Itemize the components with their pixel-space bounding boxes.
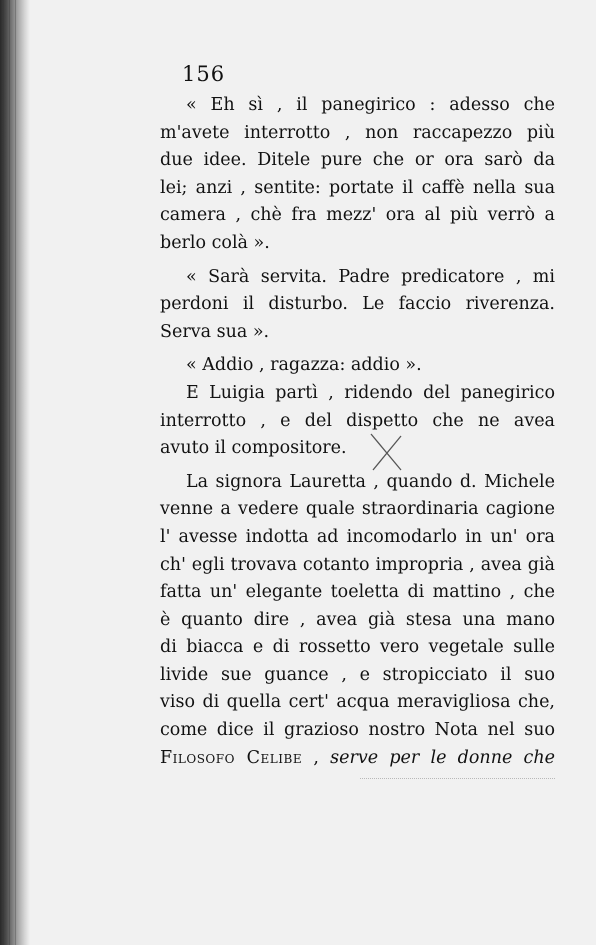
text-line: « Sarà servita. Padre predicatore , mi (186, 266, 555, 287)
text-line: « Eh sì , il panegirico : adesso che (186, 95, 555, 115)
text-line: avuto il compositore. (160, 438, 347, 459)
text-line: lei; anzi , sentite: portate il caffè nella sua (160, 177, 555, 198)
text-line: livide sue guance , e stropicciato il suo (160, 664, 555, 685)
text-line: di biacca e di rossetto vero vegetale sulle (160, 637, 555, 658)
bottom-smudge (360, 778, 555, 780)
text-line: berlo colà ». (160, 232, 270, 253)
binding-line (9, 0, 10, 945)
text-line: l' avesse indotta ad incomodarlo in un' ora (160, 526, 555, 547)
book-binding-shadow (0, 0, 30, 945)
text-line: camera , chè fra mezz' ora al più verrò a (160, 205, 555, 226)
text-line: m'avete interrotto , non raccapezzo più (160, 122, 555, 143)
text-line: E Luigia partì , ridendo del panegirico (186, 382, 555, 403)
text-line: è quanto dire , avea già stesa una mano (160, 609, 555, 630)
separator: , (302, 747, 331, 768)
text-line: ch' egli trovava cotanto impropria , avea già (160, 554, 555, 575)
binding-line (3, 0, 4, 945)
text-line: come dice il grazioso nostro Nota nel suo (160, 720, 555, 741)
text-line: venne a vedere quale straordinaria cagione (160, 499, 555, 520)
text-line: perdoni il disturbo. Le faccio riverenza. (160, 294, 555, 315)
text-line: interrotto , e del dispetto che ne avea (160, 410, 555, 431)
italic-phrase: serve per le donne che (330, 747, 555, 768)
pencil-x-mark (367, 430, 407, 474)
text-line: due idee. Ditele pure che or ora sarò da (160, 150, 555, 171)
text-line-last (160, 745, 555, 773)
book-title-smallcaps: Filosofo Celibe (160, 747, 303, 768)
text-line: viso di quella cert' acqua meravigliosa che, (160, 692, 555, 713)
text-line: fatta un' elegante toeletta di mattino , che (160, 582, 555, 603)
text-line: « Addio , ragazza: addio ». (186, 355, 422, 376)
text-line: La signora Lauretta , quando d. Michele (186, 471, 555, 492)
text-line: Serva sua ». (160, 321, 270, 342)
body-text (160, 92, 555, 772)
page-number: 156 (182, 62, 226, 86)
binding-line (15, 0, 16, 945)
